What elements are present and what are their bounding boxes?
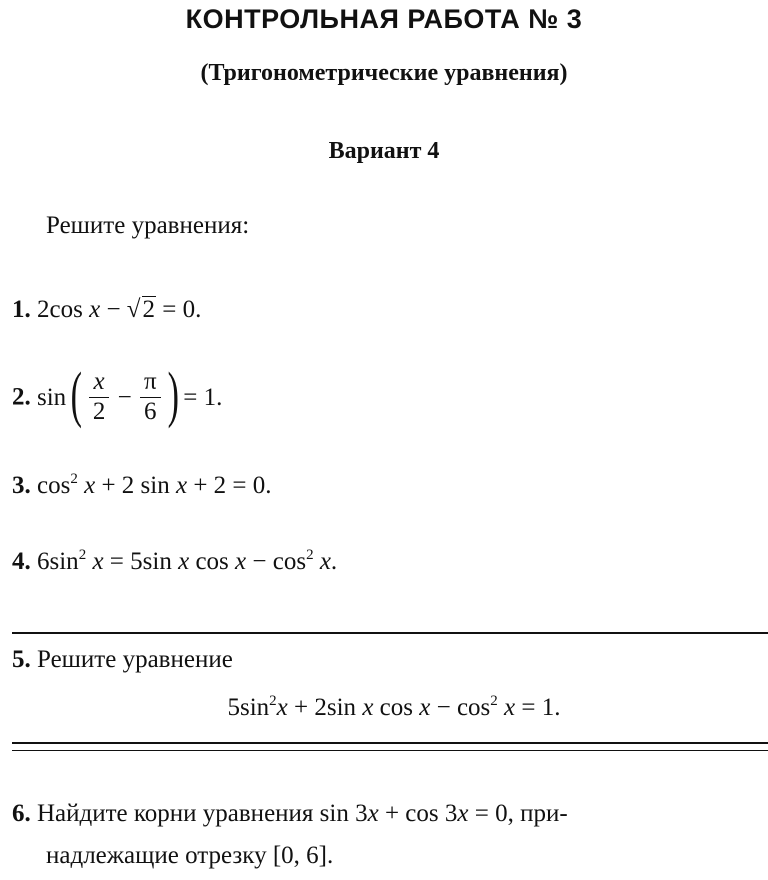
problem-number: 6. [12,800,31,827]
equation: $6\sin^2$ x = 5sin x $\cos x - \cos^2 x$. [37,547,338,575]
variant-heading: Вариант 4 [328,138,440,164]
problem-number: 2. [12,383,31,411]
problem-6-line-1 [12,800,568,828]
problem-6-line-2: надлежащие отрезку [0, 6]. [46,842,334,869]
problem-1 [12,296,201,324]
problem-number: 5. [12,646,31,673]
equation: 2cos x − √2 = 0. [37,296,202,323]
problem-2 [12,361,223,430]
equation: sin( $\frac{x}{2}$ − $\frac{\pi}{6}$ ) = 1. [37,361,223,429]
equation: $\cos^2 x + 2$ sin x + 2 = 0. [37,471,272,499]
problem-label: Решите уравнение [37,646,233,673]
problem-5 [12,646,233,674]
page-subtitle: (Тригонометрические уравнения) [200,60,568,86]
problem-number: 1. [12,296,31,323]
problem-5-equation: $5\sin^2x + 2\sin$ x $\cos x - \cos^2 x = 1$. [227,693,561,721]
divider [12,632,768,634]
problem-3 [12,472,272,500]
problem-text: Найдите корни уравнения sin 3x + cos 3x = 0, при- [37,800,568,827]
page-title: КОНТРОЛЬНАЯ РАБОТА № 3 [185,4,583,34]
instruction-text: Решите уравнения: [46,212,250,239]
divider [12,742,768,744]
divider [12,750,768,751]
problem-number: 4. [12,548,31,575]
problem-number: 3. [12,472,31,499]
problem-4 [12,548,337,576]
